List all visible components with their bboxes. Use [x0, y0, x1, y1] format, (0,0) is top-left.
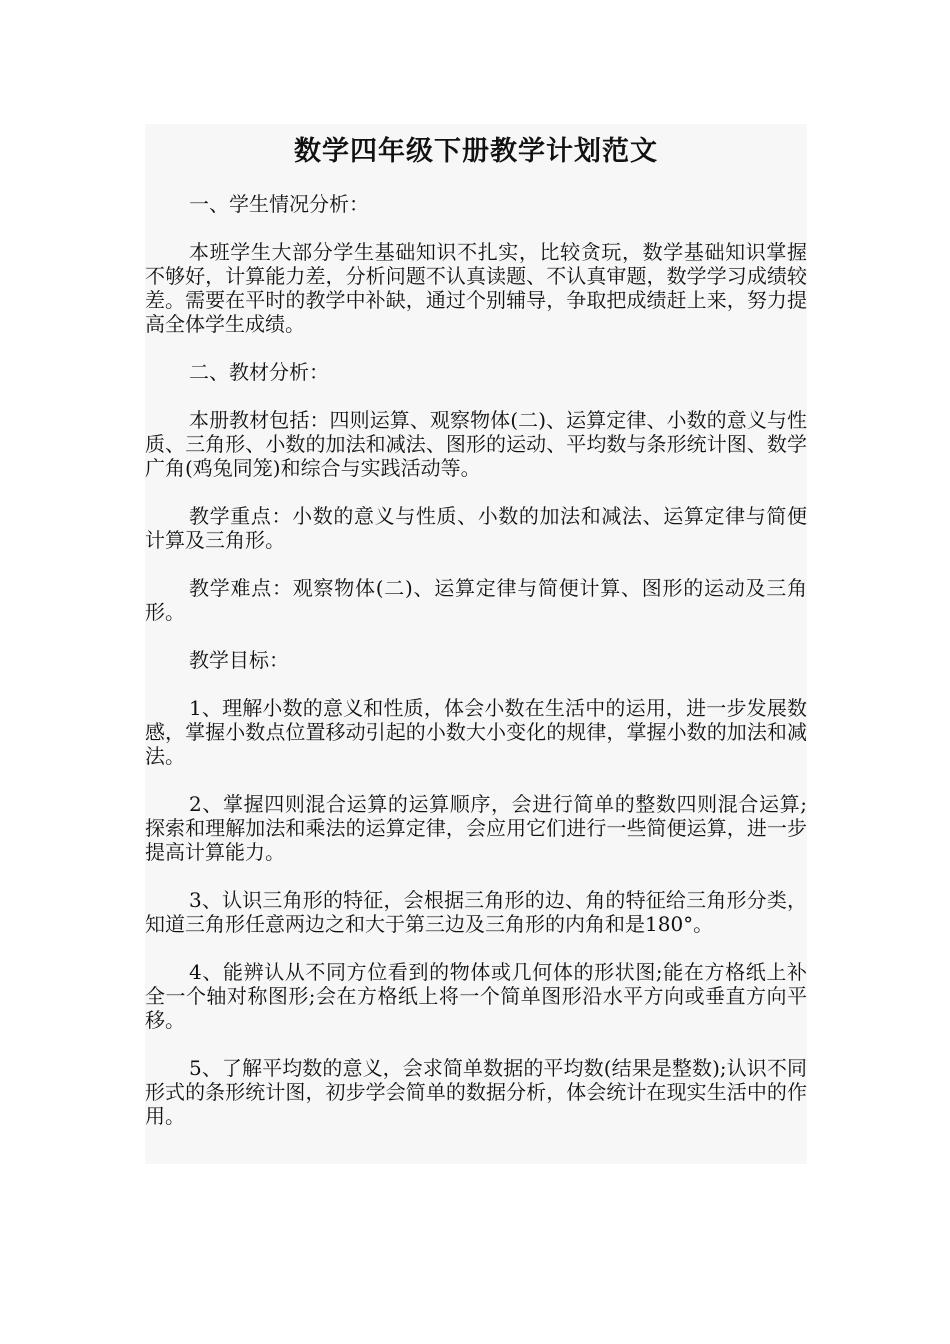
goal-item-5: 5、了解平均数的意义，会求简单数据的平均数(结果是整数);认识不同形式的条形统计图，初步学会简单的数据分析，体会统计在现实生活中的作用。 [145, 1056, 807, 1128]
section-heading-student-analysis: 一、学生情况分析： [189, 192, 369, 216]
paragraph-student-analysis: 本班学生大部分学生基础知识不扎实，比较贪玩，数学基础知识掌握不够好，计算能力差，分析问题不认真读题、不认真审题，数学学习成绩较差。需要在平时的教学中补缺，通过个别辅导，争取把成绩赶上来，努力提高全体学生成绩。 [145, 240, 807, 336]
section-heading-textbook-analysis: 二、教材分析： [189, 360, 329, 384]
goal-item-4: 4、能辨认从不同方位看到的物体或几何体的形状图;能在方格纸上补全一个轴对称图形;会在方格纸上将一个简单图形沿水平方向或垂直方向平移。 [145, 960, 807, 1032]
paragraph-teaching-difficulty: 教学难点：观察物体(二)、运算定律与简便计算、图形的运动及三角形。 [145, 576, 807, 624]
document-page [145, 124, 807, 1164]
section-heading-teaching-goals: 教学目标： [189, 648, 289, 672]
paragraph-textbook-contents: 本册教材包括：四则运算、观察物体(二)、运算定律、小数的意义与性质、三角形、小数的加法和减法、图形的运动、平均数与条形统计图、数学广角(鸡兔同笼)和综合与实践活动等。 [145, 408, 807, 480]
document-title: 数学四年级下册教学计划范文 [294, 136, 658, 167]
goal-item-1: 1、理解小数的意义和性质，体会小数在生活中的运用，进一步发展数感，掌握小数点位置移动引起的小数大小变化的规律，掌握小数的加法和减法。 [145, 696, 807, 768]
goal-item-3: 3、认识三角形的特征，会根据三角形的边、角的特征给三角形分类，知道三角形任意两边之和大于第三边及三角形的内角和是180°。 [145, 888, 807, 936]
goal-item-2: 2、掌握四则混合运算的运算顺序，会进行简单的整数四则混合运算;探索和理解加法和乘法的运算定律，会应用它们进行一些简便运算，进一步提高计算能力。 [145, 792, 807, 864]
paragraph-teaching-focus: 教学重点：小数的意义与性质、小数的加法和减法、运算定律与简便计算及三角形。 [145, 504, 807, 552]
